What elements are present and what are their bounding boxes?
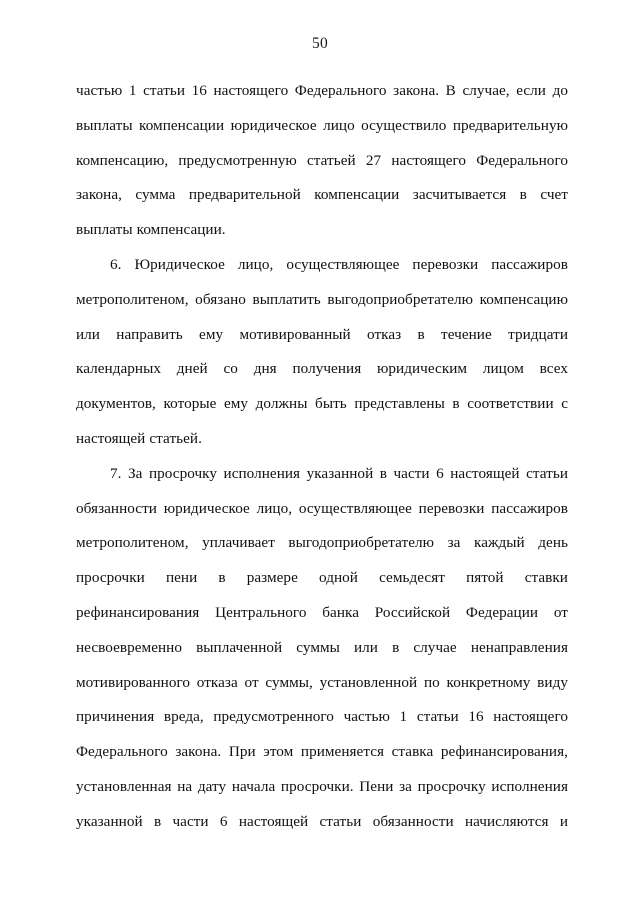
paragraph-item-6: 6. Юридическое лицо, осуществляющее перевозки пассажиров метрополитеном, обязано выплатить выгодоприобретателю компенсацию или направить ему мотивированный отказ в течение тридцати календарных дней со дня получения юридическим лицом всех документов, которые ему должны быть представлены в соответствии с настоящей статьей.	[76, 255, 568, 447]
paragraph-item-7: 7. За просрочку исполнения указанной в части 6 настоящей статьи обязанности юридическое лицо, осуществляющее перевозки пассажиров метрополитеном, уплачивает выгодоприобретателю за каждый день просрочки пени в размере одной семьдесят пятой ставки рефинансирования Центрального банка Российской Федерации от несвоевременно выплаченной суммы или в случае ненаправления мотивированного отказа от суммы, установленной по конкретному виду причинения вреда, предусмотренного частью 1 статьи 16 настоящего Федерального закона. При этом применяется ставка рефинансирования, установленная на дату начала просрочки. Пени за просрочку исполнения указанной в части 6 настоящей статьи обязанности начисляются и	[76, 464, 568, 830]
document-body	[76, 74, 568, 874]
page-number: 50	[311, 35, 329, 52]
paragraph-continuation: частью 1 статьи 16 настоящего Федерального закона. В случае, если до выплаты компенсации юридическое лицо осуществило предварительную компенсацию, предусмотренную статьей 27 настоящего Федерального закона, сумма предварительной компенсации засчитывается в счет выплаты компенсации.	[76, 82, 568, 239]
